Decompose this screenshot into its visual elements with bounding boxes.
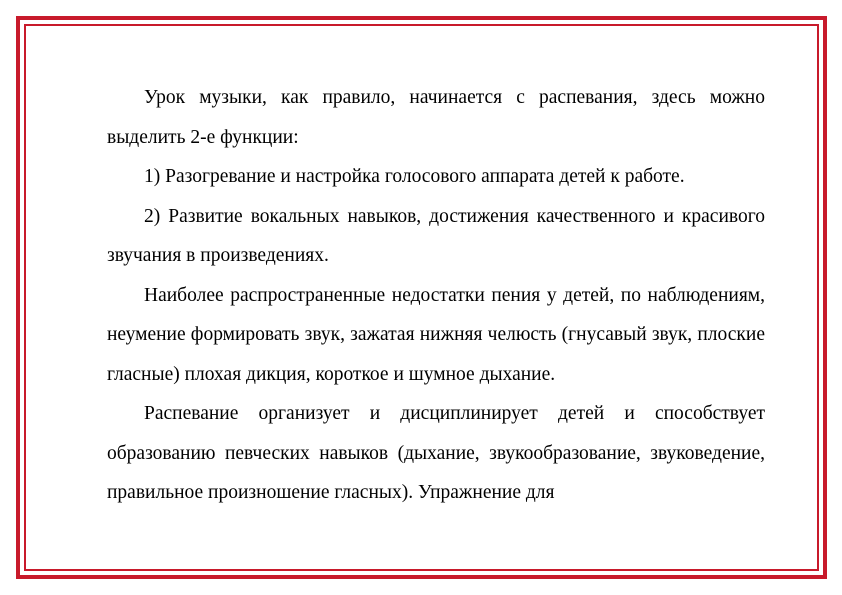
paragraph-intro: Урок музыки, как правило, начинается с распевания, здесь можно выделить 2-е функции: bbox=[107, 87, 765, 148]
slide-body bbox=[107, 78, 765, 513]
paragraph-singing-flaws: Наиболее распространенные недостатки пения у детей, по наблюдениям, неумение формировать звук, зажатая нижняя челюсть (гнусавый звук, плоские гласные) плохая дикция, короткое и шумное дыхание. bbox=[107, 284, 765, 385]
paragraph-warmup-benefits: Распевание организует и дисциплинирует детей и способствует образованию певческих навыков (дыхание, звукообразование, звуковедение, правильное произношение гласных). Упражнение для bbox=[107, 403, 765, 503]
paragraph-function-2: 2) Развитие вокальных навыков, достижения качественного и красивого звучания в произведениях. bbox=[107, 205, 765, 266]
paragraph-function-1: 1) Разогревание и настройка голосового аппарата детей к работе. bbox=[144, 166, 685, 187]
